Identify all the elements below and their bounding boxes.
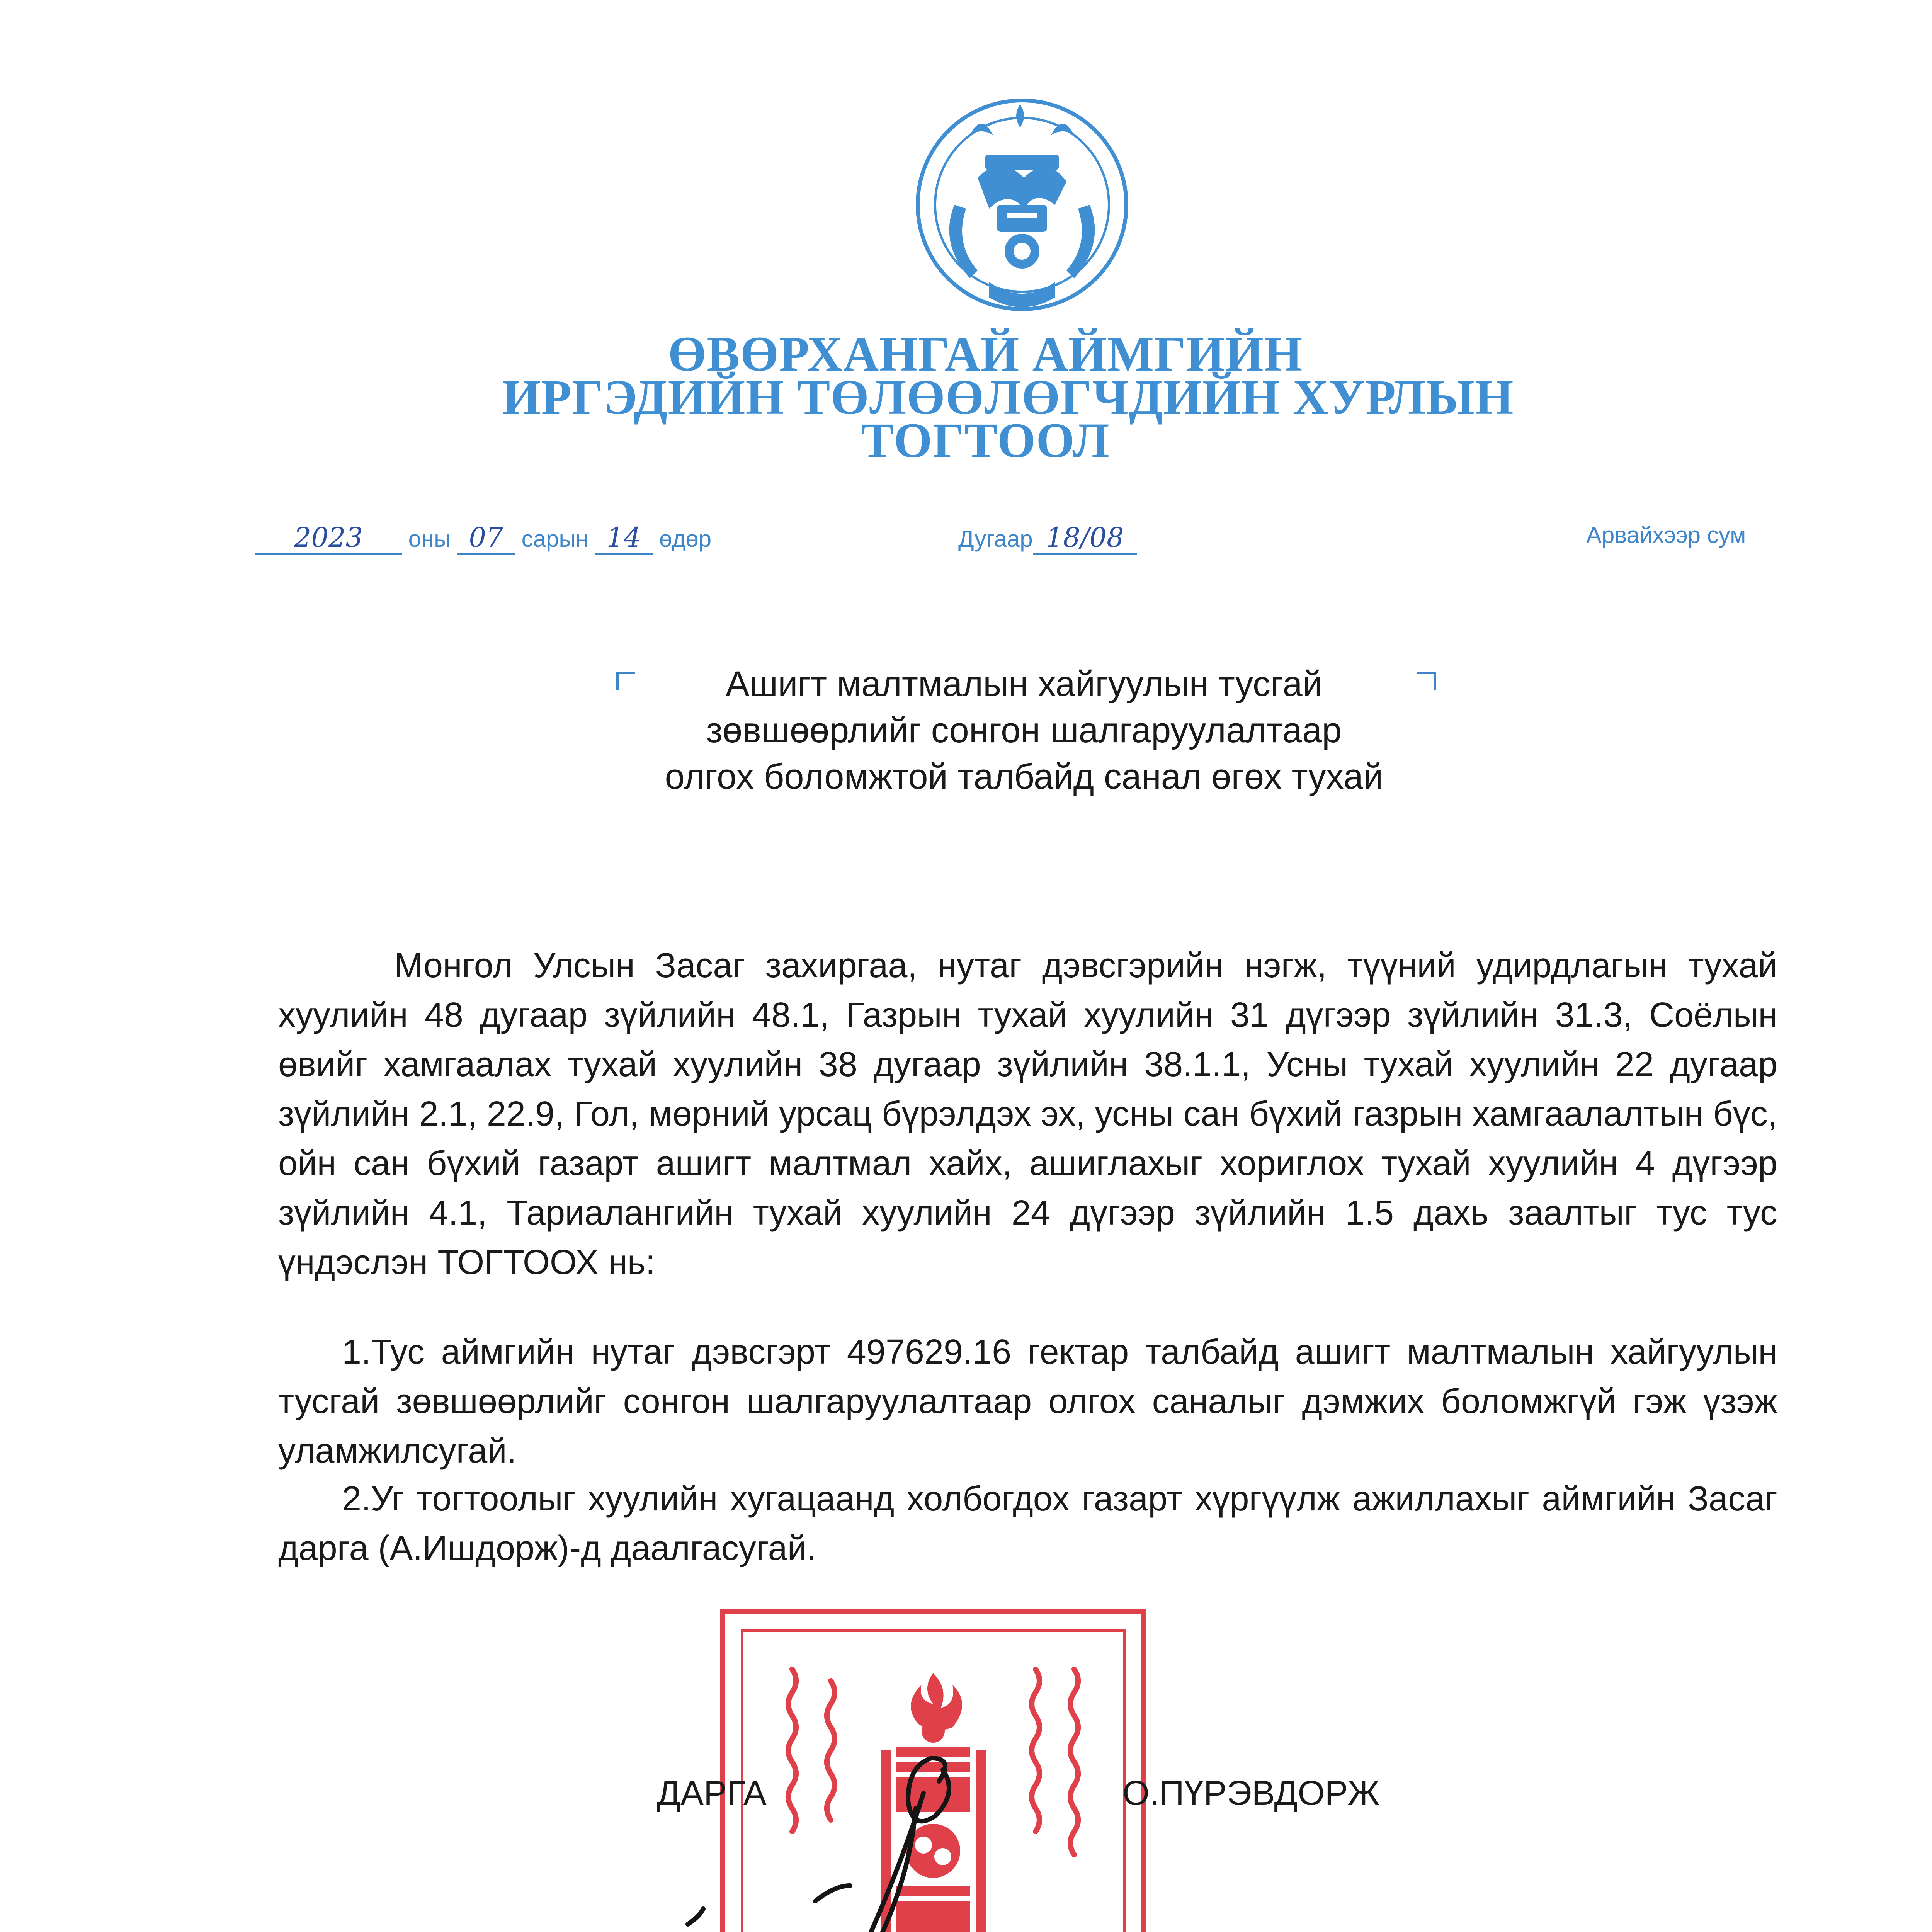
date-line [255, 522, 711, 555]
document-header [502, 327, 1514, 468]
header-line-3: ТОГТООЛ [861, 413, 1110, 468]
signatory-title: ДАРГА [657, 1774, 767, 1813]
subject-line-2: зөвшөөрлийг сонгон шалгаруулалтаар [706, 711, 1342, 750]
body-paragraph-3: 2.Уг тогтоолыг хуулийн хугацаанд холбогдох газарт хүргүүлж ажиллахыг аймгийн Засаг дарга (А.Ишдорж)-д даалгасугай. [278, 1480, 1777, 1568]
header-line-1: ӨВӨРХАНГАЙ АЙМГИЙН [668, 327, 1303, 381]
header-line-2: ИРГЭДИЙН ТӨЛӨӨЛӨГЧДИЙН ХУРЛЫН [502, 370, 1514, 425]
document-number [958, 522, 1137, 555]
number-value: 18/08 [1033, 522, 1137, 555]
number-label: Дугаар [958, 526, 1033, 552]
date-day-suffix: өдөр [659, 526, 712, 552]
subject-line-1: Ашигт малтмалын хайгуулын тусгай [725, 664, 1323, 704]
signatory-name: О.ПҮРЭВДОРЖ [1122, 1774, 1380, 1813]
date-month-suffix: сарын [521, 526, 588, 552]
handwritten-signature [533, 1692, 1016, 1932]
body-paragraph-2: 1.Тус аймгийн нутаг дэвсгэрт 497629.16 гектар талбайд ашигт малтмалын хайгуулын тусгай зөвшөөрлийг сонгон шалгаруулалтаар олгох саналыг дэмжих боломжгүй гэж үзэж уламжилсугай. [278, 1333, 1777, 1470]
state-emblem-icon [908, 89, 1136, 325]
date-year: 2023 [255, 522, 402, 555]
subject-line-3: олгох боломжтой талбайд санал өгөх тухай [665, 757, 1383, 796]
date-day: 14 [595, 522, 653, 555]
date-month: 07 [457, 522, 515, 555]
place-label: Арвайхээр сум [1586, 522, 1746, 548]
document-subject [618, 661, 1430, 800]
date-year-suffix: оны [408, 526, 451, 552]
body-paragraph-1: Монгол Улсын Засаг захиргаа, нутаг дэвсгэрийн нэгж, түүний удирдлагын тухай хуулийн 48 дугаар зүйлийн 48.1, Газрын тухай хуулийн 31 дүгээр зүйлийн 31.3, Соёлын өвийг хамгаалах тухай хуулийн 38 дугаар зүйлийн 38.1.1, Усны тухай хуулийн 22 дугаар зүйлийн 2.1, 22.9, Гол, мөрний урсац бүрэлдэх эх, усны сан бүхий газрын хамгаалалтын бүс, ойн сан бүхий газарт ашигт малтмал хайх, ашиглахыг хориглох тухай хуулийн 4 дүгээр зүйлийн 4.1, Тариалангийн тухай хуулийн 24 дүгээр зүйлийн 1.5 дахь заалтыг тус тус үндэслэн ТОГТООХ нь: [278, 946, 1777, 1282]
